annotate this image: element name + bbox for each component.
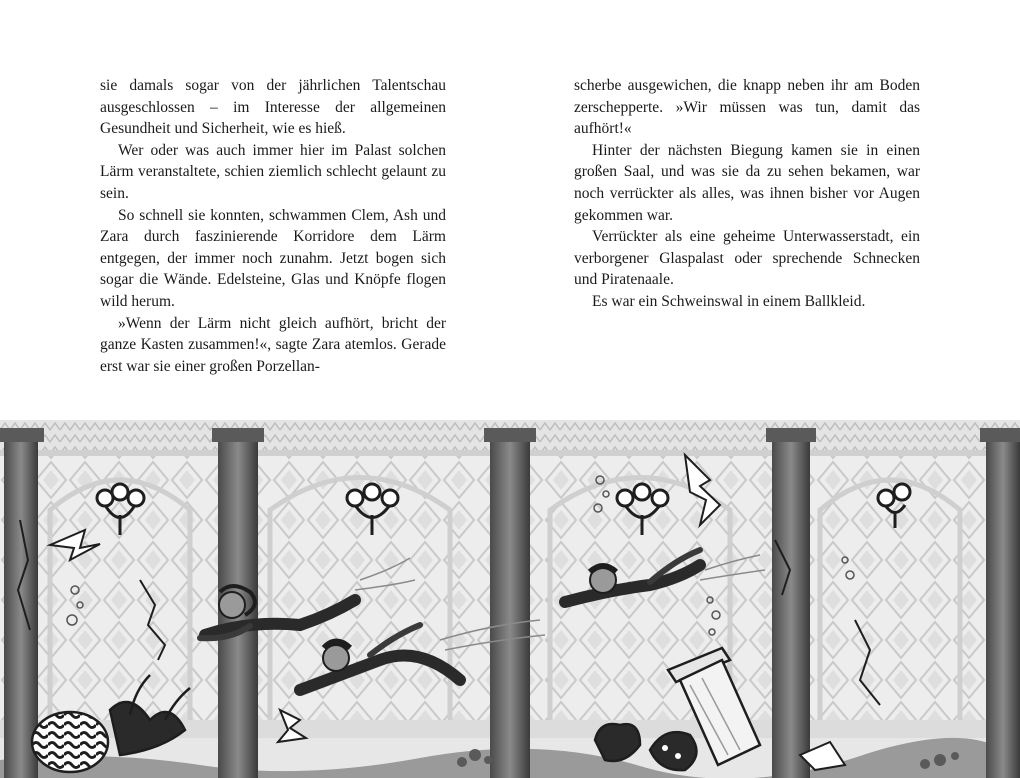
right-text-column: [574, 75, 920, 313]
paragraph: sie damals sogar von der jährlichen Talentschau ausgeschlossen – im Interesse der allgemeinen Gesundheit und Sicherheit, wie es hieß.: [100, 77, 446, 138]
paragraph: So schnell sie konnten, schwammen Clem, Ash und Zara durch faszinierende Korridore dem Lärm entgegen, der immer noch zunahm. Jetzt bogen sich sogar die Wände. Edelsteine, Glas und Knöpfe flogen wild herum.: [100, 206, 446, 310]
pillar: [484, 428, 536, 778]
paragraph: Hinter der nächsten Biegung kamen sie in einen großen Saal, und was sie da zu sehen bekamen, war noch verrückter als alles, was ihnen bisher vor Augen gekommen war.: [574, 141, 920, 224]
paragraph: »Wenn der Lärm nicht gleich aufhört, bricht der ganze Kasten zusammen!«, sagte Zara atemlos. Gerade erst war sie einer großen Porzellan-: [100, 314, 446, 375]
paragraph: Wer oder was auch immer hier im Palast solchen Lärm veranstaltete, schien ziemlich schlecht gelaunt zu sein.: [100, 141, 446, 202]
palace-corridor-illustration: [0, 420, 1020, 778]
paragraph: Verrückter als eine geheime Unterwasserstadt, ein verborgener Glaspalast oder sprechende Schnecken und Piratenaale.: [574, 228, 920, 289]
paragraph: Es war ein Schweinswal in einem Ballkleid.: [592, 292, 866, 310]
paragraph: scherbe ausgewichen, die knapp neben ihr am Boden zerschepperte. »Wir müssen was tun, damit das aufhört!«: [574, 77, 920, 138]
pillar: [766, 428, 816, 778]
pillar: [980, 428, 1020, 778]
left-text-column: [100, 75, 446, 377]
